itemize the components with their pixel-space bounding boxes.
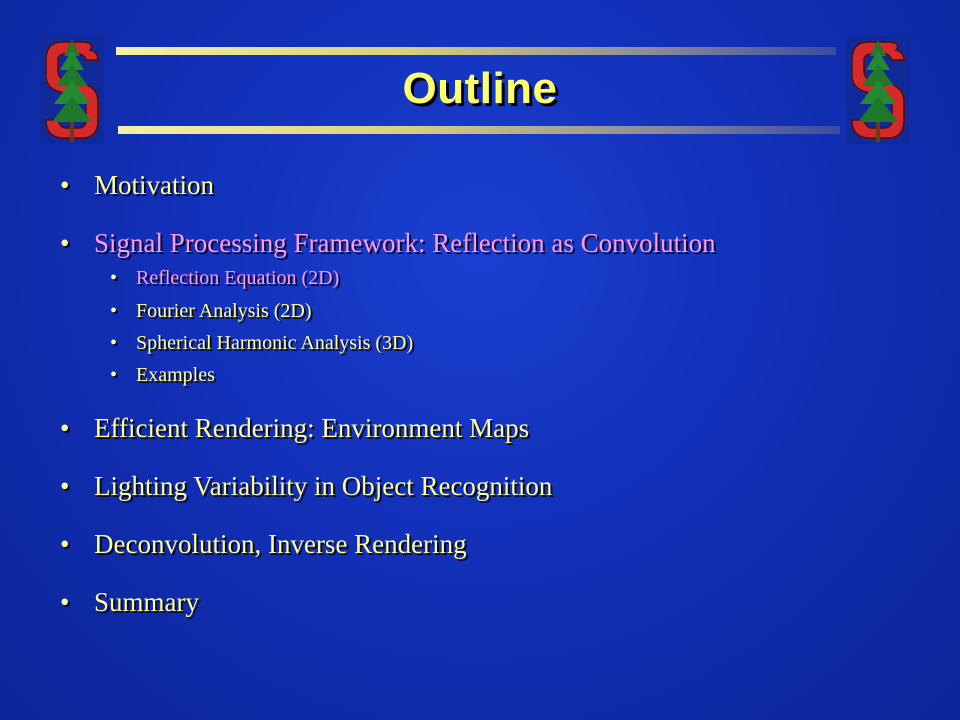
- bullet-item: [60, 471, 553, 502]
- bullet-dot: •: [110, 267, 118, 289]
- bullet-item: [60, 529, 467, 560]
- bullet-text: Efficient Rendering: Environment Maps: [94, 413, 530, 443]
- bullet-dot: •: [60, 529, 70, 559]
- bullet-text: Examples: [136, 364, 215, 386]
- bullet-text: Fourier Analysis (2D): [136, 300, 312, 322]
- bullet-dot: •: [110, 364, 118, 386]
- bullet-dot: •: [60, 587, 70, 617]
- bullet-item: [60, 413, 530, 444]
- bullet-dot: •: [60, 228, 70, 258]
- sub-bullet-item: [110, 300, 312, 323]
- sub-bullet-item: [110, 267, 340, 290]
- bullet-text: Motivation: [94, 170, 214, 200]
- sub-bullet-item: [110, 364, 215, 387]
- bullet-dot: •: [60, 471, 70, 501]
- bullet-text: Spherical Harmonic Analysis (3D): [136, 332, 414, 354]
- bullet-text: Signal Processing Framework: Reflection as Convolution: [94, 228, 716, 258]
- bullet-text: Lighting Variability in Object Recognition: [94, 471, 553, 501]
- sub-bullet-item: [110, 332, 414, 355]
- bullet-text: Summary: [94, 587, 199, 617]
- bullet-dot: •: [60, 170, 70, 200]
- bullet-dot: •: [110, 300, 118, 322]
- bullet-item: [60, 228, 716, 259]
- slide-title: Outline: [402, 64, 558, 113]
- bullet-dot: •: [110, 332, 118, 354]
- bullet-dot: •: [60, 413, 70, 443]
- bullet-text: Reflection Equation (2D): [136, 267, 340, 289]
- bullet-text: Deconvolution, Inverse Rendering: [94, 529, 467, 559]
- bullet-item: [60, 587, 199, 618]
- bullet-item: [60, 170, 214, 201]
